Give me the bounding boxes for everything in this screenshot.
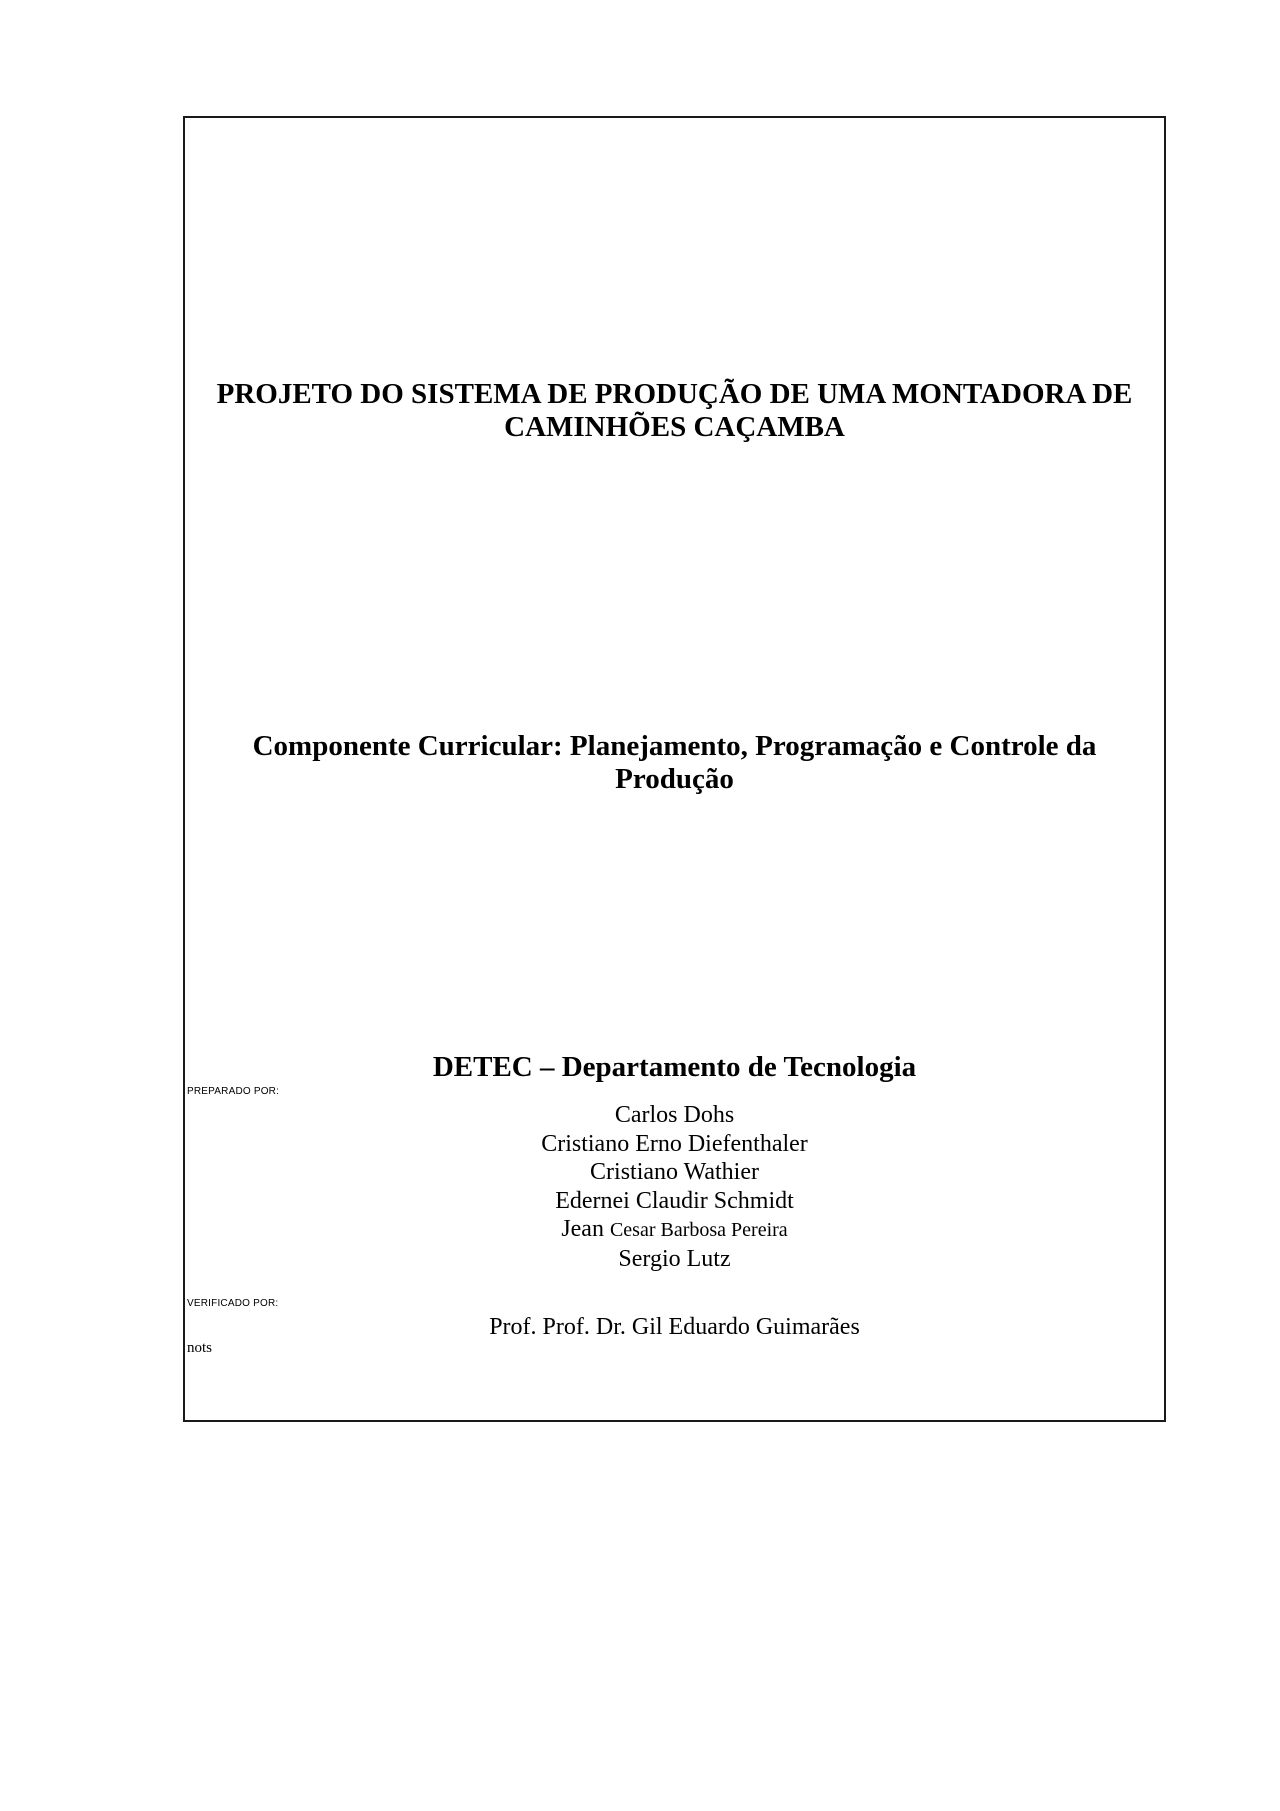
author-name-jean: [185, 1215, 1164, 1245]
verified-by-label: VERIFICADO POR:: [187, 1298, 279, 1309]
author-name: Sergio Lutz: [618, 1245, 731, 1272]
note-text: nots: [187, 1340, 213, 1356]
title-line-1: PROJETO DO SISTEMA DE PRODUÇÃO DE UMA MONTADORA DE: [216, 378, 1133, 410]
authors-list: [185, 1101, 1164, 1273]
author-name: Cristiano Wathier: [590, 1159, 759, 1185]
department-heading: DETEC – Departamento de Tecnologia: [432, 1051, 917, 1083]
subtitle-line-1: Componente Curricular: Planejamento, Programação e Controle da: [252, 730, 1097, 762]
supervisor-name: Prof. Prof. Dr. Gil Eduardo Guimarães: [489, 1314, 860, 1340]
prepared-by-label: PREPARADO POR:: [187, 1086, 280, 1097]
title-line-2: CAMINHÕES CAÇAMBA: [504, 411, 845, 443]
subtitle-line-2: Produção: [615, 763, 734, 795]
author-name: Cristiano Erno Diefenthaler: [541, 1130, 808, 1157]
course-component: [185, 730, 1164, 796]
author-first-name: Jean: [561, 1216, 604, 1242]
author-name: Carlos Dohs: [614, 1102, 735, 1128]
author-name: Edernei Claudir Schmidt: [555, 1187, 794, 1214]
author-surname: Cesar Barbosa Pereira: [609, 1219, 788, 1241]
document-title: [185, 378, 1164, 444]
document-frame: [183, 116, 1166, 1422]
